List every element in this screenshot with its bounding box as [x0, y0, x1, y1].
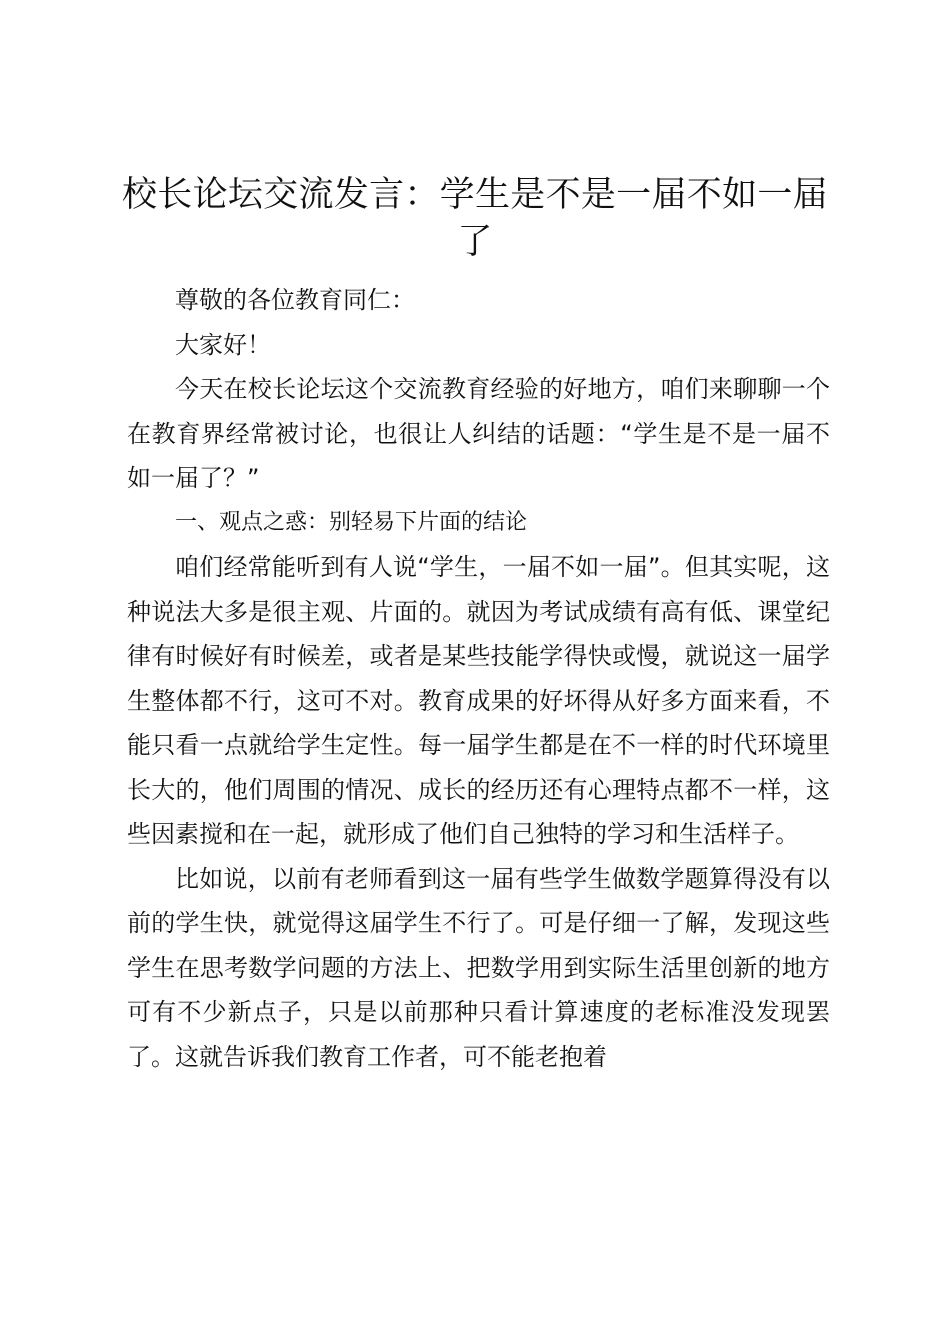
document-title: 校长论坛交流发言：学生是不是一届不如一届了	[121, 175, 828, 262]
salutation: 尊敬的各位教育同仁：	[175, 286, 415, 314]
intro-paragraph: 今天在校长论坛这个交流教育经验的好地方，咱们来聊聊一个在教育界经常被讨论，也很让人纠结的话题：“学生是不是一届不如一届了？”	[127, 375, 830, 492]
document-body	[127, 278, 830, 1079]
section-paragraph-1: 咱们经常能听到有人说“学生，一届不如一届”。但其实呢，这种说法大多是很主观、片面的。就因为考试成绩有高有低、课堂纪律有时候好有时候差，或者是某些技能学得快或慢，就说这一届学生整体都不行，这可不对。教育成果的好坏得从好多方面来看，不能只看一点就给学生定性。每一届学生都是在不一样的时代环境里长大的，他们周围的情况、成长的经历还有心理特点都不一样，这些因素搅和在一起，就形成了他们自己独特的学习和生活样子。	[127, 553, 830, 848]
section-paragraph-2: 比如说，以前有老师看到这一届有些学生做数学题算得没有以前的学生快，就觉得这届学生不行了。可是仔细一了解，发现这些学生在思考数学问题的方法上、把数学用到实际生活里创新的地方可有不少新点子，只是以前那种只看计算速度的老标准没发现罢了。这就告诉我们教育工作者，可不能老抱着	[127, 864, 830, 1071]
section-heading: 一、观点之惑：别轻易下片面的结论	[175, 509, 528, 535]
greeting: 大家好！	[175, 330, 271, 359]
